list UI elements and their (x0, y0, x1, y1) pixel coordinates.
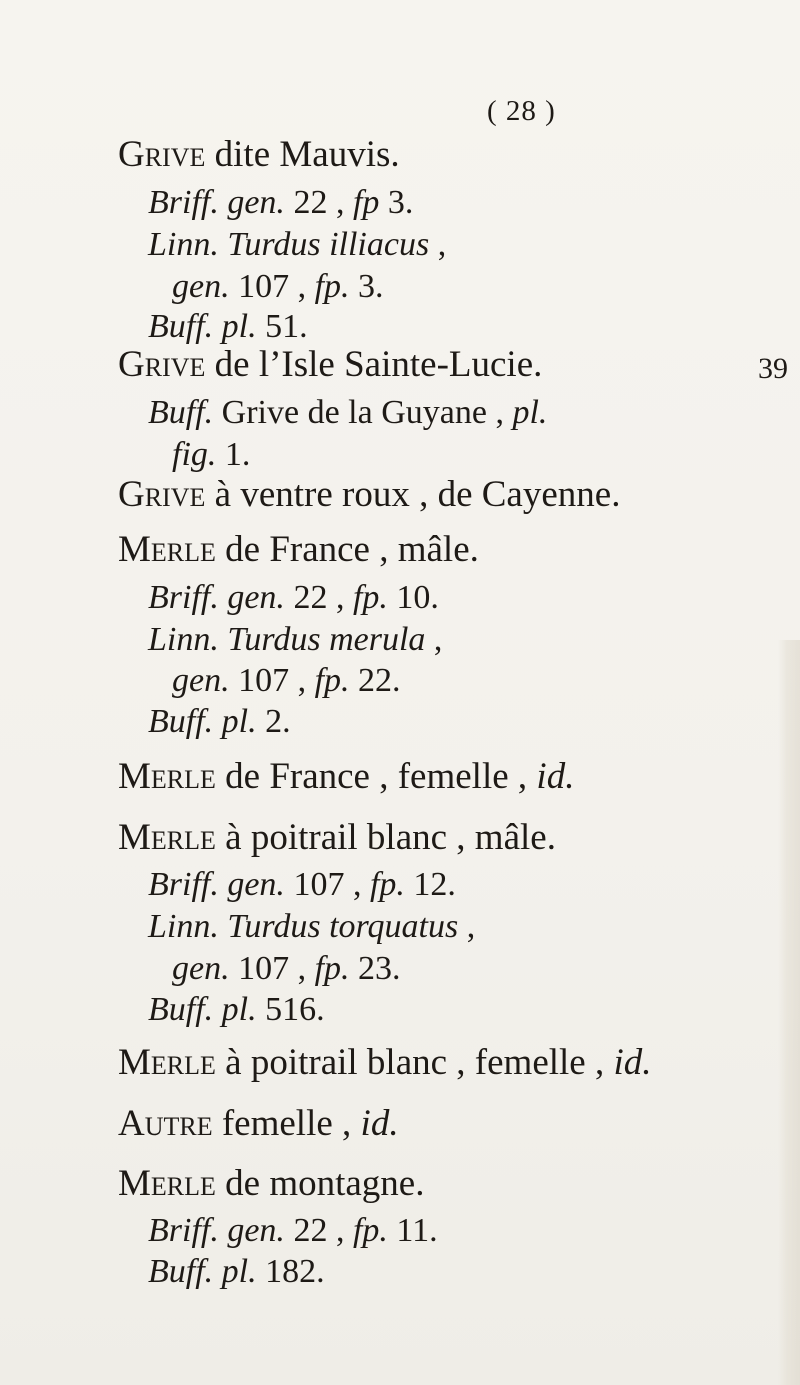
reference-line (148, 991, 325, 1029)
text-span: de l’Isle Sainte-Lucie. (205, 344, 543, 385)
text-span: fp. (352, 1212, 388, 1249)
text-span: à poitrail blanc , femelle , (215, 1042, 614, 1083)
text-span: 11. (387, 1212, 438, 1249)
text-span: femelle , (212, 1103, 361, 1144)
text-span: gen. (172, 950, 230, 987)
entry-heading (118, 1104, 399, 1144)
reference-line (148, 703, 291, 741)
text-span: fig. (172, 436, 217, 473)
text-span: 3. (349, 268, 384, 305)
text-span: gen. (218, 866, 285, 903)
text-span: 516. (256, 991, 325, 1028)
text-span: Linn. (148, 908, 219, 945)
text-span: Buff. (148, 703, 214, 740)
text-span: Merle (118, 529, 216, 570)
entry-grive-sainte-lucie (118, 345, 542, 385)
text-span: Linn. (148, 621, 219, 658)
reference-line (148, 1253, 325, 1291)
text-span: 182. (256, 1253, 325, 1290)
entry-heading (118, 757, 574, 797)
text-span: 23. (349, 950, 401, 987)
text-span: pl. (213, 703, 257, 740)
text-span: 22 , (284, 184, 353, 221)
entry-grive-ventre-roux (118, 475, 620, 515)
entry-merle-france-male (118, 530, 479, 570)
text-span: dite Mauvis. (205, 134, 400, 175)
entry-merle-france-femelle (118, 757, 574, 797)
text-span: gen. (218, 579, 285, 616)
text-span: 51. (256, 308, 308, 345)
text-span: 12. (404, 866, 456, 903)
text-span: Briff. (148, 184, 219, 221)
text-span: Merle (118, 1163, 216, 1204)
text-span: 22 , (284, 579, 353, 616)
text-span: de France , femelle , (215, 756, 537, 797)
text-span: pl. (213, 991, 257, 1028)
text-span: Grive de la Guyane , (213, 394, 513, 431)
text-span: Buff. (148, 394, 214, 431)
reference-line (148, 308, 308, 346)
text-span: Briff. (148, 1212, 219, 1249)
text-span: 3. (379, 184, 414, 221)
text-span: Buff. (148, 308, 214, 345)
text-span: 22. (349, 662, 401, 699)
text-span: fp. (314, 662, 350, 699)
text-span: 107 , (229, 950, 315, 987)
text-span: Buff. (148, 1253, 214, 1290)
margin-page-reference: 39 (758, 352, 788, 385)
page-edge-shadow (778, 640, 800, 1385)
reference-line (148, 866, 456, 904)
text-span: id. (536, 756, 575, 797)
entry-heading (118, 135, 400, 175)
page-number: ( 28 ) (487, 95, 556, 127)
text-span: Merle (118, 817, 216, 858)
text-span: de France , mâle. (215, 529, 479, 570)
entry-heading (118, 818, 556, 858)
reference-line (148, 621, 442, 659)
text-span: , (425, 621, 443, 658)
entry-heading (118, 1043, 652, 1083)
text-span: 107 , (229, 268, 315, 305)
reference-line (172, 662, 401, 700)
text-span: Grive (118, 134, 206, 175)
text-span: id. (360, 1103, 399, 1144)
text-span: 1. (216, 436, 251, 473)
reference-line (148, 1212, 438, 1250)
entry-autre-femelle (118, 1104, 399, 1144)
text-span: 22 , (284, 1212, 353, 1249)
entry-merle-montagne (118, 1164, 424, 1204)
text-span: , (458, 908, 476, 945)
text-span: Buff. (148, 991, 214, 1028)
text-span: 10. (387, 579, 439, 616)
text-span: Grive (118, 344, 206, 385)
text-span: id. (613, 1042, 652, 1083)
reference-line (148, 579, 439, 617)
entry-heading (118, 530, 479, 570)
text-span: gen. (172, 662, 230, 699)
entry-merle-poitrail-male (118, 818, 556, 858)
text-span: fp. (314, 950, 350, 987)
text-span: fp. (314, 268, 350, 305)
text-span: Turdus merula (218, 621, 426, 658)
reference-line (148, 184, 413, 222)
text-span: Autre (118, 1103, 213, 1144)
text-span: Linn. (148, 226, 219, 263)
reference-line (148, 226, 446, 264)
text-span: à poitrail blanc , mâle. (215, 817, 556, 858)
text-span: de montagne. (215, 1163, 425, 1204)
reference-line (172, 436, 250, 474)
text-span: Briff. (148, 579, 219, 616)
entry-heading (118, 475, 620, 515)
text-span: Turdus illiacus (218, 226, 430, 263)
text-span: Grive (118, 474, 206, 515)
text-span: fp (352, 184, 380, 221)
text-span: fp. (352, 579, 388, 616)
text-span: , (429, 226, 447, 263)
text-span: pl. (512, 394, 548, 431)
text-span: fp. (369, 866, 405, 903)
entry-heading (118, 1164, 424, 1204)
text-span: gen. (218, 1212, 285, 1249)
text-span: gen. (172, 268, 230, 305)
text-span: Merle (118, 1042, 216, 1083)
reference-line (148, 908, 475, 946)
text-span: Turdus torquatus (218, 908, 459, 945)
text-span: 107 , (284, 866, 370, 903)
text-span: à ventre roux , de Cayenne. (205, 474, 621, 515)
text-span: Briff. (148, 866, 219, 903)
reference-line (172, 950, 401, 988)
reference-line (148, 394, 547, 432)
entry-grive-mauvis (118, 135, 400, 175)
entry-heading (118, 345, 542, 385)
text-span: 2. (256, 703, 291, 740)
text-span: pl. (213, 308, 257, 345)
text-span: gen. (218, 184, 285, 221)
text-span: 107 , (229, 662, 315, 699)
text-span: Merle (118, 756, 216, 797)
reference-line (172, 268, 384, 306)
text-span: pl. (213, 1253, 257, 1290)
entry-merle-poitrail-femelle (118, 1043, 652, 1083)
